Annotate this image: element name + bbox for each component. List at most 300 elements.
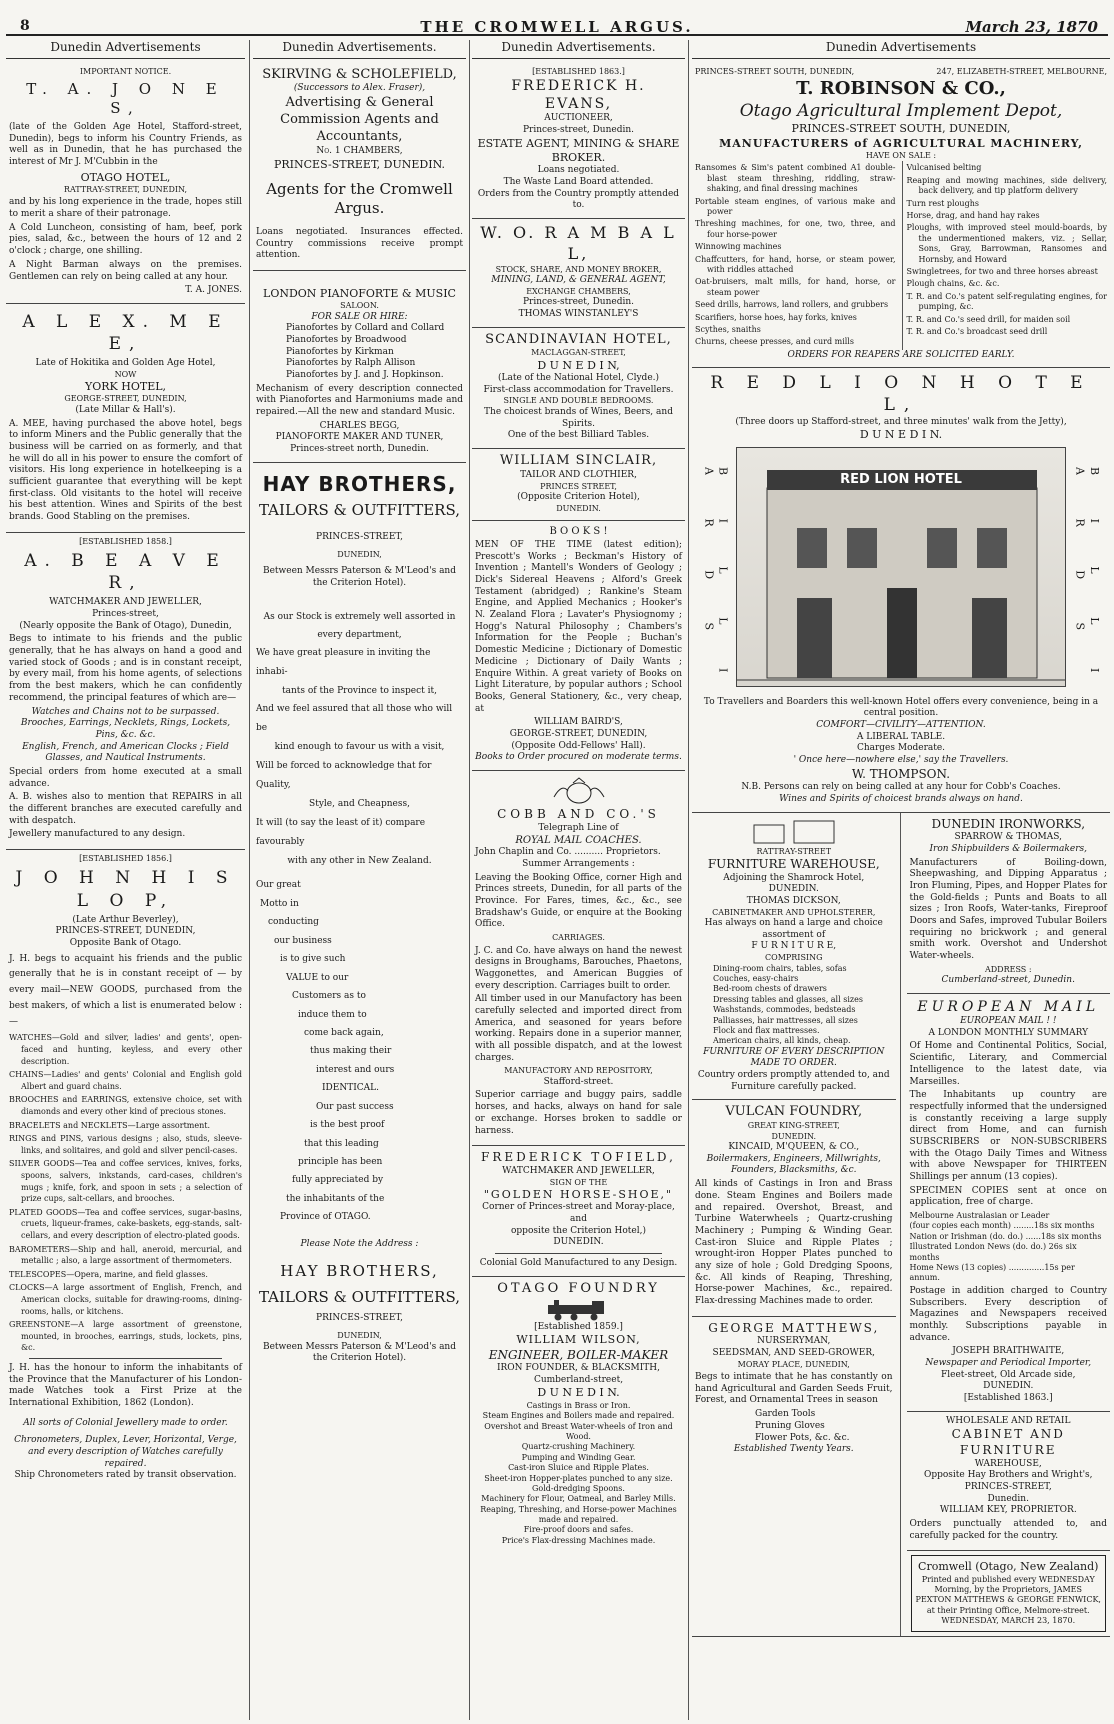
column-heading: Dunedin Advertisements. <box>472 40 685 59</box>
list-item: GREENSTONE—A large assortment of greenstone, mounted, in brooches, earrings, studs, lockets, pins, &c. <box>9 1320 242 1353</box>
trade: TAILOR AND CLOTHIER, <box>520 469 637 480</box>
column-rule <box>249 40 250 1720</box>
column-rule <box>688 40 689 1720</box>
ad-london-pianoforte <box>253 271 466 463</box>
ad-body: Begs to intimate to his friends and the public generally, that he has always on hand a good and varied stock of Goods ; and is in constant receipt, by every mail, from his home agents, of selections from the best makers, which he can confidently recommend, the principal features of which are— <box>9 634 242 703</box>
list-item: Chaffcutters, for hand, horse, or steam power, with riddles attached <box>695 254 896 274</box>
address: DUNEDIN, <box>337 550 382 560</box>
ad-text: Style, and Cheapness, <box>309 798 410 809</box>
ad-text: Between Messrs Paterson & M'Leod's and the Criterion Hotel). <box>262 1341 456 1364</box>
ad-text: Postage in addition charged to Country Subscribers. Every description of Magazines and Newspapers received monthly. Subscriptions payable in advance. <box>909 1285 1107 1343</box>
list-item: CLOCKS—A large assortment of English, French, and American clocks, suitable for drawing-rooms, dining-rooms, halls, or kitchens. <box>9 1283 242 1316</box>
ad-body: Leaving the Booking Office, corner High and Princes streets, Dunedin, for all parts of the Province. For Fares, times, &c., &c., see Bradshaw's Guide, or enquire at the Booking Office. <box>475 872 682 930</box>
column-heading: Dunedin Advertisements. <box>253 40 466 59</box>
list-item: Dining-room chairs, tables, sofas <box>713 963 847 973</box>
ad-william-sinclair <box>472 449 685 521</box>
list-item: Scythes, snaiths <box>695 324 761 334</box>
ad-text: A LIBERAL TABLE. <box>856 731 946 742</box>
list-item: Pianofortes by Broadwood <box>286 334 407 345</box>
ad-name: A L E X. M E E, <box>22 311 229 355</box>
ad-name: T. ROBINSON & CO., <box>796 77 1006 99</box>
list-item: Melbourne Australasian or Leader <box>909 1211 1050 1221</box>
list-item: Vulcanised belting <box>906 163 982 173</box>
ad-text: All sorts of Colonial Jewellery made to order. <box>23 1417 228 1428</box>
imprint-text: Printed and published every WEDNESDAY Morning, by the Proprietors, JAMES PEXTON MATTHEWS & GEORGE FENWICK, at their Printing Office, Melmore-street. <box>915 1574 1101 1615</box>
list-item: PLATED GOODS—Tea and coffee services, sugar-basins, cruets, liqueur-frames, cake-baskets, egg-stands, salt-cellars, and every description of electro-plated goods. <box>9 1207 242 1240</box>
address: D U N E D I N, <box>537 358 620 372</box>
page-number: 8 <box>20 18 30 34</box>
column-heading: Dunedin Advertisements <box>6 40 245 59</box>
address: 247, ELIZABETH-STREET, MELBOURNE, <box>936 66 1107 76</box>
address: Princes-street north, Dunedin. <box>290 444 429 455</box>
ad-text: NOW <box>114 369 137 379</box>
list-item: Reaping and mowing machines, side delivery, back delivery, and tip platform delivery <box>906 175 1107 196</box>
ad-text: We have great pleasure in inviting the inhabi- <box>256 647 431 677</box>
ad-text: and by his long experience in the trade, hopes still to merit a share of their patronage. <box>9 197 242 220</box>
ad-text: VALUE to our <box>286 972 349 983</box>
ad-text: Wines and Spirits of choicest brands always on hand. <box>779 793 1023 804</box>
masthead <box>6 18 1108 36</box>
ad-text: Motto in <box>260 898 299 909</box>
ad-text: All timber used in our Manufactory has been carefully selected and imported direct from America, and seasoned for years before working. Repairs done in a superior manner, with all possible dispatch, and at the lowest charges. <box>475 994 682 1063</box>
ad-name: DUNEDIN IRONWORKS, <box>931 816 1086 831</box>
list-item: Gold-dredging Spoons. <box>532 1483 625 1493</box>
locomotive-icon <box>534 1299 624 1321</box>
list-item: Sheet-iron Hopper-plates punched to any size. <box>484 1473 673 1483</box>
ad-text: ROYAL MAIL COACHES. <box>515 835 642 847</box>
ad-text: that this leading <box>304 1138 379 1149</box>
ad-name: R E D L I O N H O T E L, <box>710 373 1092 416</box>
ad-text: HAVE ON SALE : <box>865 151 937 161</box>
ad-text: Charges Moderate. <box>856 743 946 754</box>
address: GEORGE-STREET, DUNEDIN, <box>509 728 648 739</box>
ad-name: EUROPEAN MAIL <box>917 998 1100 1015</box>
list-item: (four copies each month) ........18s six months <box>909 1221 1095 1231</box>
address: DUNEDIN. <box>768 884 819 895</box>
ad-name: VULCAN FOUNDRY, <box>725 1104 863 1120</box>
list-item: WATCHES—Gold and silver, ladies' and gents', open-faced and hunting, keyless, and every other description. <box>9 1033 242 1066</box>
ad-hay-brothers <box>253 463 466 1371</box>
list-item: CHAINS—Ladies' and gents' Colonial and English gold Albert and guard chains. <box>9 1070 242 1091</box>
side-label: B I L L I A R D S <box>1073 466 1101 692</box>
ad-text: One of the best Billiard Tables. <box>507 430 650 441</box>
ad-text: A LONDON MONTHLY SUMMARY <box>928 1027 1089 1038</box>
list-item: Dressing tables and glasses, all sizes <box>713 994 863 1004</box>
address: DUNEDIN. <box>553 1237 604 1248</box>
ad-text: It will (to say the least of it) compare favourably <box>256 817 426 847</box>
ad-text: Telegraph Line of <box>538 822 619 833</box>
ad-frederick-evans <box>472 63 685 219</box>
list-item: Pianofortes by Ralph Allison <box>286 358 416 369</box>
ad-text: ' Once here—nowhere else,' say the Travellers. <box>793 755 1009 765</box>
list-item: Plough chains, &c. &c. <box>906 279 1000 289</box>
issue-date: March 23, 1870 <box>965 18 1098 36</box>
address: Dunedin. <box>987 1493 1029 1504</box>
column-2 <box>253 40 466 1720</box>
list-item: Pruning Gloves <box>755 1420 825 1431</box>
ad-text: SPECIMEN COPIES sent at once on application, free of charge. <box>909 1185 1107 1208</box>
address: Stafford-street. <box>543 1076 614 1087</box>
ad-text: COMFORT—CIVILITY—ATTENTION. <box>816 719 986 730</box>
column-3 <box>472 40 685 1720</box>
address: PRINCES-STREET, <box>964 1481 1052 1492</box>
ad-skirving-scholefield <box>253 63 466 271</box>
column-4 <box>692 40 1110 1720</box>
ad-text: ADDRESS : <box>984 964 1032 974</box>
address: PRINCES-STREET SOUTH, DUNEDIN, <box>791 122 1011 136</box>
ad-body: Begs to intimate that he has constantly on hand Agricultural and Garden Seeds Fruit, Forest, and Ornamental Trees in season <box>695 1372 893 1406</box>
column-1 <box>6 40 245 1720</box>
list-item: Pianofortes by J. and J. Hopkinson. <box>286 370 444 381</box>
trade: Boilermakers, Engineers, Millwrights, Founders, Blacksmiths, &c. <box>706 1153 881 1176</box>
ad-headline: Otago Agricultural Implement Depot, <box>739 101 1063 122</box>
ad-name: J O H N H I S L O P, <box>15 868 236 911</box>
address: Princes-street, <box>92 609 159 620</box>
ad-text: Late of Hokitika and Golden Age Hotel, <box>35 358 216 369</box>
ad-text: JOSEPH BRAITHWAITE, <box>952 1346 1065 1357</box>
list-item: Fire-proof doors and safes. <box>523 1525 634 1535</box>
hotel-name: OTAGO HOTEL, <box>80 170 171 184</box>
address: (Opposite Criterion Hotel), <box>517 491 640 502</box>
address: opposite the Criterion Hotel,) <box>511 1225 646 1236</box>
list-item: Steam Engines and Boilers made and repaired. <box>482 1411 675 1421</box>
ad-text: A. B. wishes also to mention that REPAIRS in all the different branches are executed carefully and with despatch. <box>9 792 242 826</box>
list-item: Cast-iron Sluice and Ripple Plates. <box>508 1463 649 1473</box>
address: Princes-street, Dunedin. <box>522 125 635 136</box>
ad-name: WILLIAM SINCLAIR, <box>499 452 658 468</box>
ad-cobb-and-co <box>472 771 685 1146</box>
list-item: Seed drills, harrows, land rollers, and grubbers <box>695 300 889 310</box>
ad-text: Books to Order procured on moderate terms. <box>475 752 682 763</box>
ad-text: SPARROW & THOMAS, <box>954 832 1062 843</box>
trade: TAILORS & OUTFITTERS, <box>259 1287 460 1306</box>
ad-text: A Night Barman always on the premises. Gentlemen can rely on being called at any hour. <box>9 259 242 282</box>
address: DUNEDIN. <box>556 503 601 513</box>
list-item: Machinery for Flour, Oatmeal, and Barley Mills. <box>481 1494 676 1504</box>
ad-frederick-tofield <box>472 1146 685 1276</box>
ad-text: And we feel assured that all those who will be <box>256 704 453 734</box>
trade: STOCK, SHARE, AND MONEY BROKER, <box>495 264 662 274</box>
list-item: T. R. and Co.'s broadcast seed drill <box>906 326 1048 336</box>
trade: WATCHMAKER AND JEWELLER, <box>49 597 202 608</box>
ad-text: The Inhabitants up country are respectfully informed that the undersigned is constantly receiving a large supply direct from Home, and can furnish SUBSCRIBERS or NON-SUBSCRIBERS with the Otago Daily Times and Witness with above Newspaper for THIRTEEN Shillings per annum (13 copies). <box>909 1090 1107 1183</box>
furniture-icon <box>734 817 854 847</box>
ad-text: Chronometers, Duplex, Lever, Horizontal, Verge, and every description of Watches carefully repaired. <box>14 1435 237 1469</box>
ad-text: come back again, <box>304 1027 384 1038</box>
ad-text: First-class accommodation for Travellers. <box>483 384 674 395</box>
trade: ENGINEER, BOILER-MAKER <box>488 1347 669 1362</box>
ad-text: Adjoining the Shamrock Hotel, <box>723 872 865 883</box>
ad-text: THOMAS WINSTANLEY'S <box>518 308 639 319</box>
trade: Newspaper and Periodical Importer, <box>925 1357 1092 1368</box>
royal-arms-icon <box>544 777 614 805</box>
address: Cumberland-street, Dunedin. <box>941 975 1075 986</box>
ad-headline: B O O K S ! <box>549 525 608 537</box>
address: (Nearly opposite the Bank of Otago), Dunedin, <box>19 620 232 631</box>
ad-text: Between Messrs Paterson & M'Leod's and the Criterion Hotel). <box>262 566 456 589</box>
hotel-sign: RED LION HOTEL <box>840 471 962 487</box>
address: No. 1 CHAMBERS, <box>316 145 403 156</box>
list-item: TELESCOPES—Opera, marine, and field glasses. <box>9 1269 208 1279</box>
list-item: Scarifiers, horse hoes, hay forks, knives <box>695 312 857 322</box>
ad-body: A. MEE, having purchased the above hotel, begs to inform Miners and the Public generally that the business will be carried on as formerly, and that he will do all in his power to ensure the comfort of visitors. His long experience in hotelkeeping is a sufficient guarantee that everything will be kept first-class. Old visitants to the hotel will receive his best attention. Wines and Spirits of the best brands. Good Stabling on the premises. <box>9 418 242 523</box>
ad-text: COMPRISING <box>765 953 823 963</box>
address: GEORGE-STREET, DUNEDIN, <box>64 394 187 404</box>
ad-otago-foundry <box>472 1277 685 1553</box>
ad-text: J. C. and Co. have always on hand the newest designs in Broughams, Barouches, Phaetons, Waggonettes, and American Buggies of every description. Carriages built to order. <box>475 945 682 991</box>
address: DUNEDIN. <box>771 1131 817 1141</box>
list-item: Quartz-crushing Machinery. <box>521 1442 636 1452</box>
list-item: Castings in Brass or Iron. <box>526 1400 631 1410</box>
ad-red-lion-hotel <box>692 368 1110 812</box>
address: PRINCES-STREET, DUNEDIN. <box>273 157 445 171</box>
ad-books <box>472 521 685 771</box>
ad-text: W. THOMPSON. <box>851 766 951 781</box>
ad-text: Special orders from home executed at a small advance. <box>9 766 242 789</box>
ad-text: induce them to <box>298 1009 367 1020</box>
list-item: Threshing machines, for one, two, three, and four horse-power <box>695 219 896 239</box>
list-item: Ploughs, with improved steel mould-boards, by the undermentioned makers, viz. ; Sellar, Sons, Gray, Barrowman, Ransomes and Hornsby, and Howard <box>906 223 1107 264</box>
ad-name: CABINET AND FURNITURE <box>951 1427 1065 1457</box>
list-item: Price's Flax-dressing Machines made. <box>501 1535 656 1545</box>
ad-text: (Three doors up Stafford-street, and three minutes' walk from the Jetty), <box>735 416 1067 427</box>
list-item: T. R. and Co.'s seed drill, for maiden soil <box>906 314 1071 324</box>
list-item: BRACELETS and NECKLETS—Large assortment. <box>9 1120 211 1130</box>
list-item: SILVER GOODS—Tea and coffee services, knives, forks, spoons, salvers, inkstands, card-cases, children's mugs ; knife, fork, and spoon in sets ; a selection of prize cups, salt-cellars, and brooches. <box>9 1159 242 1204</box>
ad-text: Loans negotiated. <box>537 165 620 176</box>
ad-body: J. H. begs to acquaint his friends and the public generally that he is in constant receipt of — by every mail—NEW GOODS, purchased from the best makers, of which a list is enumerated below :— <box>9 953 242 1027</box>
ad-george-matthews <box>692 1317 896 1462</box>
trade: TAILORS & OUTFITTERS, <box>259 500 460 519</box>
address: EXCHANGE CHAMBERS, <box>526 286 631 296</box>
hotel-illustration <box>736 447 1066 687</box>
ad-name: FREDERICK H. EVANS, <box>511 77 646 113</box>
address: D U N E D I N. <box>537 1386 620 1400</box>
ad-scandinavian-hotel <box>472 328 685 449</box>
ad-text: WILLIAM BAIRD'S, <box>534 717 623 728</box>
ad-text: Jewellery manufactured to any design. <box>9 829 186 840</box>
ad-text: fully appreciated by <box>292 1175 384 1186</box>
ad-body: Manufacturers of Boiling-down, Sheepwashing, and Dipping Apparatus ; Iron Fluming, Pipes, and Hopper Plates for the Gold-fields ; Punts and Boats to all sizes ; Iron Roofs, Water-tanks, Fireproof Doors and Safes, improved Tubular Boilers requiring no brickwork ; and general smith work. Overshot and Undershot Water-wheels. <box>909 857 1107 962</box>
list-item: Ransomes & Sim's patent combined A1 double-blast steam threshing, riddling, straw-shaking, and final dressing machines <box>695 163 896 194</box>
trade: PIANOFORTE MAKER AND TUNER, <box>275 432 444 443</box>
address: Princes-street, Dunedin. <box>522 297 635 308</box>
ad-text: SALOON. <box>340 301 379 311</box>
ad-text: Please Note the Address : <box>300 1238 419 1249</box>
ad-body: Advertising & General Commission Agents and Accountants, <box>280 95 439 144</box>
ad-text: Ship Chronometers rated by transit observation. <box>14 1470 237 1481</box>
ad-text: Customers as to <box>292 991 366 1002</box>
address: Opposite Hay Brothers and Wright's, <box>923 1470 1093 1481</box>
ad-text: the inhabitants of the <box>286 1193 385 1204</box>
list-item: Overshot and Breast Water-wheels of Iron and Wood. <box>484 1421 673 1441</box>
ad-text: conducting <box>268 917 319 928</box>
list-item: Pianofortes by Collard and Collard <box>286 323 445 334</box>
ad-text: Orders from the Country promptly attended to. <box>477 188 680 211</box>
ad-text: Loans negotiated. Insurances effected. Country commissions receive prompt attention. <box>256 226 463 261</box>
ad-text: SINGLE AND DOUBLE BEDROOMS. <box>503 396 654 406</box>
address: D U N E D I N. <box>859 428 943 442</box>
established: [Established 1863.] <box>963 1393 1053 1403</box>
ad-name: T. A. J O N E S, <box>26 79 225 118</box>
ad-ta-jones <box>6 63 245 304</box>
address: Cumberland-street, <box>533 1374 624 1385</box>
ad-text: Watches and Chains not to be surpassed. <box>31 706 220 717</box>
ad-name: LONDON PIANOFORTE & MUSIC <box>263 286 456 300</box>
ad-body: To Travellers and Boarders this well-known Hotel offers every convenience, being in a central position. <box>703 696 1099 719</box>
address: MORAY PLACE, DUNEDIN, <box>737 1359 850 1369</box>
ad-text: N.B. Persons can rely on being called at any hour for Cobb's Coaches. <box>741 782 1061 793</box>
ad-john-hislop <box>6 850 245 1488</box>
address: Corner of Princes-street and Moray-place, and <box>482 1202 675 1224</box>
ad-name: FURNITURE WAREHOUSE, <box>707 857 880 872</box>
trade: CABINETMAKER AND UPHOLSTERER, <box>712 907 876 917</box>
ad-text: is the best proof <box>310 1120 385 1131</box>
list-item: American chairs, all kinds, cheap. <box>713 1036 851 1046</box>
list-item: Flock and flax mattresses. <box>713 1025 820 1035</box>
address: DUNEDIN. <box>983 1381 1034 1392</box>
ad-name: SCANDINAVIAN HOTEL, <box>485 331 672 347</box>
ad-body: (late of the Golden Age Hotel, Stafford-street, Dunedin), begs to inform his Country Friends, as well as in Dunedin, that he has purchased the interest of Mr J. M'Cubbin in the <box>9 121 242 168</box>
ad-text: with any other in New Zealand. <box>287 855 432 866</box>
ad-cabinet-furniture <box>907 1412 1111 1552</box>
ad-vulcan-foundry <box>692 1100 896 1316</box>
ad-text: thus making their <box>310 1046 392 1057</box>
trade: WATCHMAKER AND JEWELLER, <box>502 1165 655 1176</box>
ad-text: English, French, and American Clocks ; Field Glasses, and Nautical Instruments. <box>22 741 229 764</box>
established: [ESTABLISHED 1856.] <box>79 854 172 864</box>
ad-text: John Chaplin and Co. .......... Proprietors. <box>475 847 661 858</box>
signature: T. A. JONES. <box>185 285 242 296</box>
ad-beaver <box>6 533 245 850</box>
ad-text: MANUFACTORY AND REPOSITORY, <box>504 1066 653 1076</box>
address: RATTRAY-STREET <box>756 846 832 856</box>
list-item: Palliasses, hair mattresses, all sizes <box>713 1015 858 1025</box>
ad-text: The Waste Land Board attended. <box>503 177 654 188</box>
address: DUNEDIN, <box>337 1331 382 1341</box>
ad-text: WAREHOUSE, <box>974 1458 1042 1469</box>
ad-name: HAY BROTHERS, <box>280 1262 439 1281</box>
list-item: Portable steam engines, of various make and power <box>695 196 896 217</box>
ad-text: Has always on hand a large and choice assortment of <box>704 918 883 940</box>
ad-text: (Late Millar & Hall's). <box>75 404 176 415</box>
ad-text: MINING, LAND, & GENERAL AGENT, <box>491 275 666 286</box>
list-item: Oat-bruisers, malt mills, for hand, horse, or steam power <box>695 277 896 297</box>
ad-w-oram-ball <box>472 219 685 327</box>
list-item: RINGS and PINS, various designs ; also, studs, sleeve-links, and solitaires, and gold and silver pencil-cases. <box>9 1134 242 1155</box>
ad-headline: Agents for the Cromwell Argus. <box>266 179 453 218</box>
trade: Iron Shipbuilders & Boilermakers, <box>929 843 1087 854</box>
ad-text: Our past success <box>316 1101 394 1112</box>
ad-text: SEEDSMAN, AND SEED-GROWER, <box>712 1348 875 1358</box>
ad-body: MEN OF THE TIME (latest edition); Prescott's Works ; Beckman's History of Invention ; Mantell's Wonders of Geology ; Dick's Sidereal Heavens ; Alford's Greek Testament (abridged) ; Rankine's Steam Engine, and Applied Mechanics ; Hooker's N. Zealand Flora ; Lavater's Physiognomy ; Hogg's Natural Philosophy ; Chambers's Information for the People ; Buchan's Domestic Medicine ; Dictionary of Domestic Medicine ; Dictionary of Daily Wants ; Enquire Within. A great variety of Books on Light Literature, by popular authors ; School Books, General Stationery, &c., very cheap, at <box>475 539 682 714</box>
ad-headline: ESTATE AGENT, MINING & SHARE BROKER. <box>477 136 680 165</box>
ad-text: kind enough to favour us with a visit, <box>274 742 445 753</box>
address: RATTRAY-STREET, DUNEDIN, <box>63 185 188 195</box>
ad-alex-mee <box>6 304 245 533</box>
ad-text: WILLIAM WILSON, <box>516 1333 641 1347</box>
list-item: Winnowing machines <box>695 242 782 252</box>
ad-text: Colonial Gold Manufactured to any Design. <box>479 1257 678 1268</box>
list-item: BROOCHES and EARRINGS, extensive choice, set with diamonds and every other kind of precious stones. <box>9 1095 242 1117</box>
established: [Established 1859.] <box>534 1321 623 1332</box>
ad-text: IRON FOUNDER, & BLACKSMITH, <box>496 1363 661 1374</box>
ad-name: W. O. R A M B A L L, <box>480 223 677 263</box>
list-item: Reaping, Threshing, and Horse-power Machines made and repaired. <box>480 1504 677 1525</box>
ad-text: CHARLES BEGG, <box>319 420 400 431</box>
ad-furniture-warehouse <box>692 813 896 1101</box>
address: GREAT KING-STREET, <box>747 1121 840 1131</box>
ad-text: tants of the Province to inspect it, <box>282 685 437 696</box>
ad-text: FOR SALE OR HIRE: <box>311 311 408 322</box>
ad-text: The choicest brands of Wines, Beers, and Spirits. <box>484 406 673 429</box>
ad-text: principle has been <box>298 1157 383 1168</box>
ad-text: IDENTICAL. <box>322 1083 379 1094</box>
list-item: Garden Tools <box>755 1409 816 1420</box>
ad-t-robinson <box>692 63 1110 369</box>
address: PRINCES-STREET, <box>316 1313 403 1324</box>
ad-text: ORDERS FOR REAPERS ARE SOLICITED EARLY. <box>787 349 1015 360</box>
ad-text: CARRIAGES. <box>552 933 605 943</box>
established: [ESTABLISHED 1858.] <box>79 536 172 546</box>
address: Fleet-street, Old Arcade side, <box>941 1369 1076 1380</box>
established: [ESTABLISHED 1863.] <box>532 66 625 76</box>
address: PRINCES STREET, <box>540 481 617 491</box>
ad-text: (Late of the National Hotel, Clyde.) <box>497 373 660 384</box>
ad-text: WHOLESALE AND RETAIL <box>946 1415 1071 1426</box>
column-rule <box>469 40 470 1720</box>
imprint-date: WEDNESDAY, MARCH 23, 1870. <box>941 1616 1076 1626</box>
ad-text: Brooches, Earrings, Necklets, Rings, Lockets, Pins, &c. &c. <box>20 718 231 740</box>
list-item: Churns, cheese presses, and curd mills <box>695 337 854 347</box>
ad-european-mail <box>907 994 1111 1412</box>
address: PRINCES-STREET SOUTH, DUNEDIN, <box>695 66 855 76</box>
ad-text: THOMAS DICKSON, <box>746 896 841 907</box>
list-item: Illustrated London News (do. do.) 26s six months <box>909 1242 1077 1262</box>
ad-text: Will be forced to acknowledge that for Quality, <box>256 761 432 791</box>
list-item: Nation or Irishman (do. do.) ......18s six months <box>909 1231 1102 1241</box>
ad-body: All kinds of Castings in Iron and Brass done. Steam Engines and Boilers made and repaired. Overshot, Breast, and Turbine Waterwheels ; Quartz-crushing Machinery ; Pumping & Winding Gear. Cast-iron Sluice and Ripple Plates ; wrought-iron Hopper Plates punched to any size of hole ; Gold Dredging Spoons, &c. All kinds of Reaping, Threshing, Horse-power Machines, &c., repaired. Flax-dressing Machines made to order. <box>695 1179 893 1307</box>
address: PRINCES-STREET, <box>316 532 403 543</box>
list-item: Home News (13 copies) ..............15s per annum. <box>909 1263 1075 1283</box>
ad-text: A Cold Luncheon, consisting of ham, beef, pork pies, salad, &c., between the hours of 12 and 2 o'clock ; charge, one shilling. <box>9 222 242 257</box>
ad-text: Orders punctually attended to, and carefully packed for the country. <box>909 1519 1107 1541</box>
ad-dunedin-ironworks <box>907 813 1111 994</box>
ad-text: Province of OTAGO. <box>280 1212 371 1223</box>
trade: AUCTIONEER, <box>544 113 613 124</box>
list-item: Bed-room chests of drawers <box>713 984 827 994</box>
ad-text: is to give such <box>280 954 346 965</box>
address: PRINCES-STREET, DUNEDIN, <box>55 926 196 937</box>
ad-text: WILLIAM KEY, PROPRIETOR. <box>939 1505 1077 1516</box>
ad-name: OTAGO FOUNDRY <box>497 1280 660 1296</box>
list-item: Flower Pots, &c. &c. <box>755 1432 850 1443</box>
ad-headline: MANUFACTURERS of AGRICULTURAL MACHINERY, <box>719 136 1083 150</box>
ad-text: (Successors to Alex. Fraser), <box>293 83 426 94</box>
ad-text: As our Stock is extremely well assorted in every department, <box>263 611 456 640</box>
address: MACLAGGAN-STREET, <box>531 348 626 358</box>
list-item: Swingletrees, for two and three horses abreast <box>906 266 1098 276</box>
ad-name: COBB AND CO.'S <box>497 807 660 822</box>
ad-name: GEORGE MATTHEWS, <box>708 1320 880 1335</box>
ad-body: Mechanism of every description connected with Pianofortes and Harmoniums made and repaired.—All the new and standard Music. <box>256 383 463 418</box>
list-item: Couches, easy-chairs <box>713 973 799 983</box>
ad-body: Of Home and Continental Politics, Social, Scientific, Literary, and Commercial Intelligence to the latest date, via Marseilles. <box>909 1041 1107 1087</box>
ad-text: Superior carriage and buggy pairs, saddle horses, and hacks, always on hand for sale or exchange. Horses broken to saddle or harness. <box>475 1090 682 1136</box>
imprint-title: Cromwell (Otago, New Zealand) <box>918 1560 1099 1574</box>
ad-text: our business <box>274 935 332 946</box>
list-item: Horse, drag, and hand hay rakes <box>906 211 1040 221</box>
